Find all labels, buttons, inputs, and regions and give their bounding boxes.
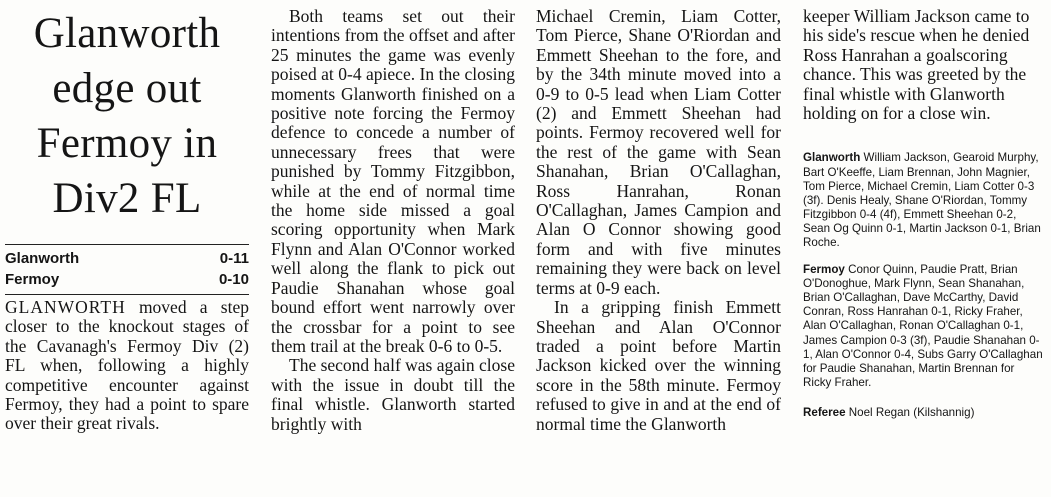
headline: Glanworth edge out Fermoy in Div2 FL [33,10,221,222]
column-3 [536,0,781,434]
score-team: Fermoy [5,271,60,288]
referee-name: Noel Regan (Kilshannig) [845,405,975,419]
score-team: Glanworth [5,250,80,267]
body-paragraph: Michael Cremin, Liam Cotter, Tom Pierce, Shane O'Riordan and Emmett Sheehan to the fore, and by the 34th minute moved into a 0-9 to 0-5 lead when Liam Cotter (2) and Emmett Sheehan had points. Fermoy recovered well for the rest of the game with Sean Shanahan, Brian O'Callaghan, Ross Hanrahan, Ronan O'Callaghan, James Campion and Alan O Connor showing good form and with five minutes remaining they were back on level terms at 0-9 each. [536,6,781,298]
column-2 [271,0,515,434]
lead-text: moved a step closer to the knockout stages of the Cavanagh's Fermoy Div (2) FL when, following a highly competitive encounter against Fermoy, they had a point to spare over their great rivals. [5,297,249,434]
column-4 [803,0,1043,420]
lineup-team-name: Glanworth [803,151,861,165]
score-row-away [5,269,249,290]
lineup-fermoy [803,263,1043,390]
body-paragraph: In a gripping finish Emmett Sheehan and Alan O'Connor traded a point before Martin Jackson kicked over the winning score in the 58th minute. Fermoy refused to give in and at the end of normal time the Glanworth [536,297,781,434]
lineup-players: William Jackson, Gearoid Murphy, Bart O'Keeffe, Liam Brennan, John Magnier, Tom Pierce, Michael Cremin, Liam Cotter 0-3 (3f). Denis Healy, Shane O'Riordan, Tommy Fitzgibbon 0-4 (4f), Emmett Sheehan 0-2, Sean Og Quinn 0-1, Martin Jackson 0-1, Brian Roche. [803,151,1041,249]
lineup-glanworth [803,151,1043,250]
body-paragraph: The second half was again close with the issue in doubt till the final whistle. Glanworth started brightly with [271,355,515,434]
body-paragraph: Both teams set out their intentions from the offset and after 25 minutes the game was evenly poised at 0-4 apiece. In the closing moments Glanworth finished on a positive note forcing the Fermoy defence to concede a number of unnecessary frees that were punished by Tommy Fitzgibbon, while at the end of normal time the home side missed a goal scoring opportunity when Mark Flynn and Alan O'Connor worked well along the flank to pick out Paudie Shanahan whose goal bound effort went narrowly over the crossbar for a point to see them trail at the break 0-6 to 0-5. [271,6,515,356]
score-value: 0-11 [219,250,249,267]
lineup-players: Conor Quinn, Paudie Pratt, Brian O'Donoghue, Mark Flynn, Sean Shanahan, Brian O'Callaghan, Dave McCarthy, David Conran, Ross Hanrahan 0-1, Ricky Fraher, Alan O'Callaghan, Ronan O'Callaghan 0-1, James Campion 0-3 (3f), Paudie Shanahan 0-1, Alan O'Connor 0-4, Subs Garry O'Callaghan for Paudie Shanahan, Martin Brennan for Ricky Fraher. [803,263,1043,389]
score-box [5,244,249,294]
lead-caps: GLANWORTH [5,297,126,317]
referee-label: Referee [803,405,846,419]
lineup-team-name: Fermoy [803,263,845,277]
column-1 [5,0,249,434]
score-value: 0-10 [218,271,249,288]
referee-line [803,406,1043,420]
lead-paragraph [5,295,249,434]
body-paragraph: keeper William Jackson came to his side's rescue when he denied Ross Hanrahan a goalscoring chance. This was greeted by the final whistle with Glanworth holding on for a close win. [803,6,1030,124]
score-row-home [5,248,249,269]
